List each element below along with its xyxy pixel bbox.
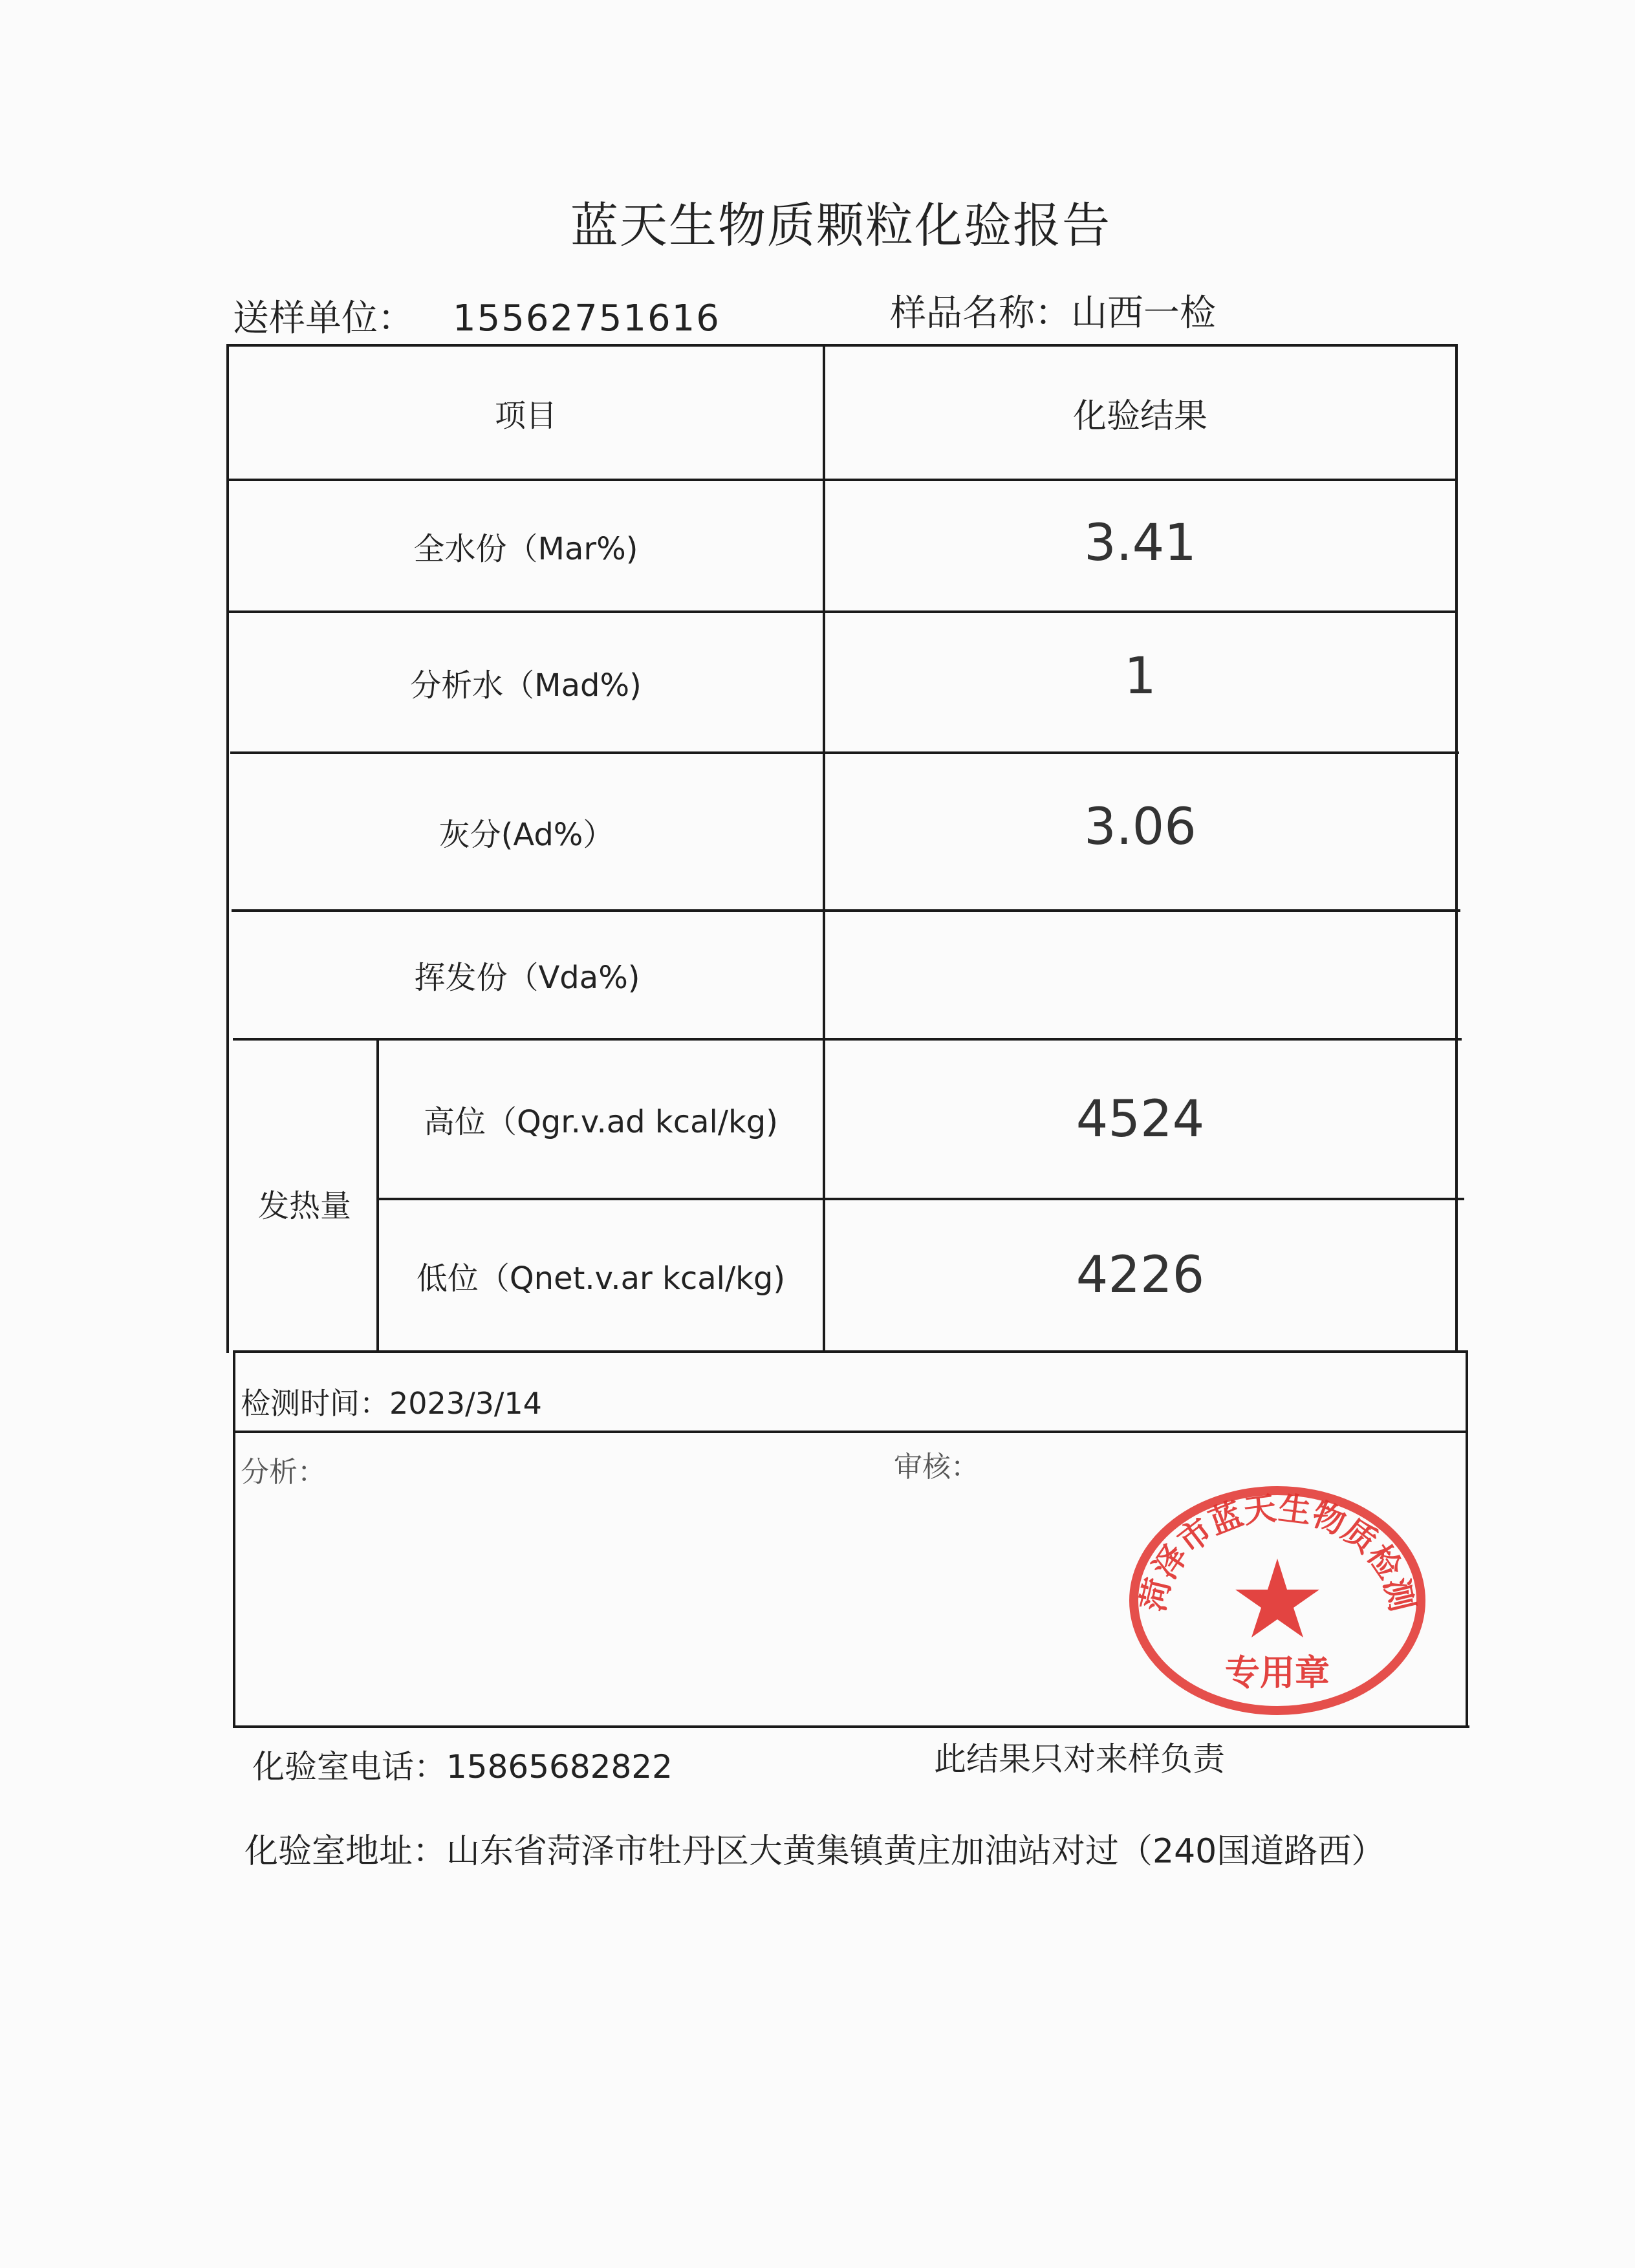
heat-label-gross: 高位（Qgr.v.ad kcal/kg) — [423, 1104, 779, 1140]
sender-info — [233, 290, 720, 341]
heat-value-net: 4226 — [1076, 1246, 1205, 1304]
disclaimer: 此结果只对来样负责 — [934, 1740, 1225, 1778]
row-value-vda — [825, 912, 1455, 1038]
star-icon — [1235, 1559, 1319, 1637]
test-time: 检测时间：2023/3/14 — [241, 1386, 542, 1421]
row-label-mad: 分析水（Mad%) — [410, 667, 642, 704]
row-value-mar: 3.41 — [1084, 514, 1196, 572]
heat-label-net: 低位（Qnet.v.ar kcal/kg) — [416, 1260, 786, 1297]
heat-group-label: 发热量 — [257, 1187, 351, 1224]
sample-name: 样品名称：山西一检 — [890, 292, 1216, 334]
header-result: 化验结果 — [1072, 396, 1207, 436]
analysis-label: 分析： — [241, 1456, 326, 1489]
row-label-ad: 灰分(Ad%） — [439, 816, 614, 853]
heat-value-gross: 4524 — [1076, 1090, 1205, 1149]
sender-value: 15562751616 — [453, 297, 720, 340]
review-label: 审核： — [894, 1451, 979, 1484]
row-label-mar: 全水份（Mar%) — [413, 530, 638, 567]
sender-label: 送样单位： — [233, 297, 414, 340]
header-item: 项目 — [494, 397, 557, 434]
row-label-vda: 挥发份（Vda%) — [414, 960, 640, 996]
seal-text-top: 菏泽市蓝天生物质检测 — [1133, 1488, 1422, 1615]
row-value-mad: 1 — [1124, 647, 1156, 706]
row-value-ad: 3.06 — [1084, 798, 1196, 856]
lab-address: 化验室地址：山东省菏泽市牡丹区大黄集镇黄庄加油站对过（240国道路西） — [244, 1832, 1385, 1871]
seal-text-bottom: 专用章 — [1225, 1652, 1330, 1693]
official-seal — [1119, 1468, 1429, 1720]
lab-phone: 化验室电话：15865682822 — [252, 1748, 673, 1786]
report-title: 蓝天生物质颗粒化验报告 — [570, 198, 1111, 254]
